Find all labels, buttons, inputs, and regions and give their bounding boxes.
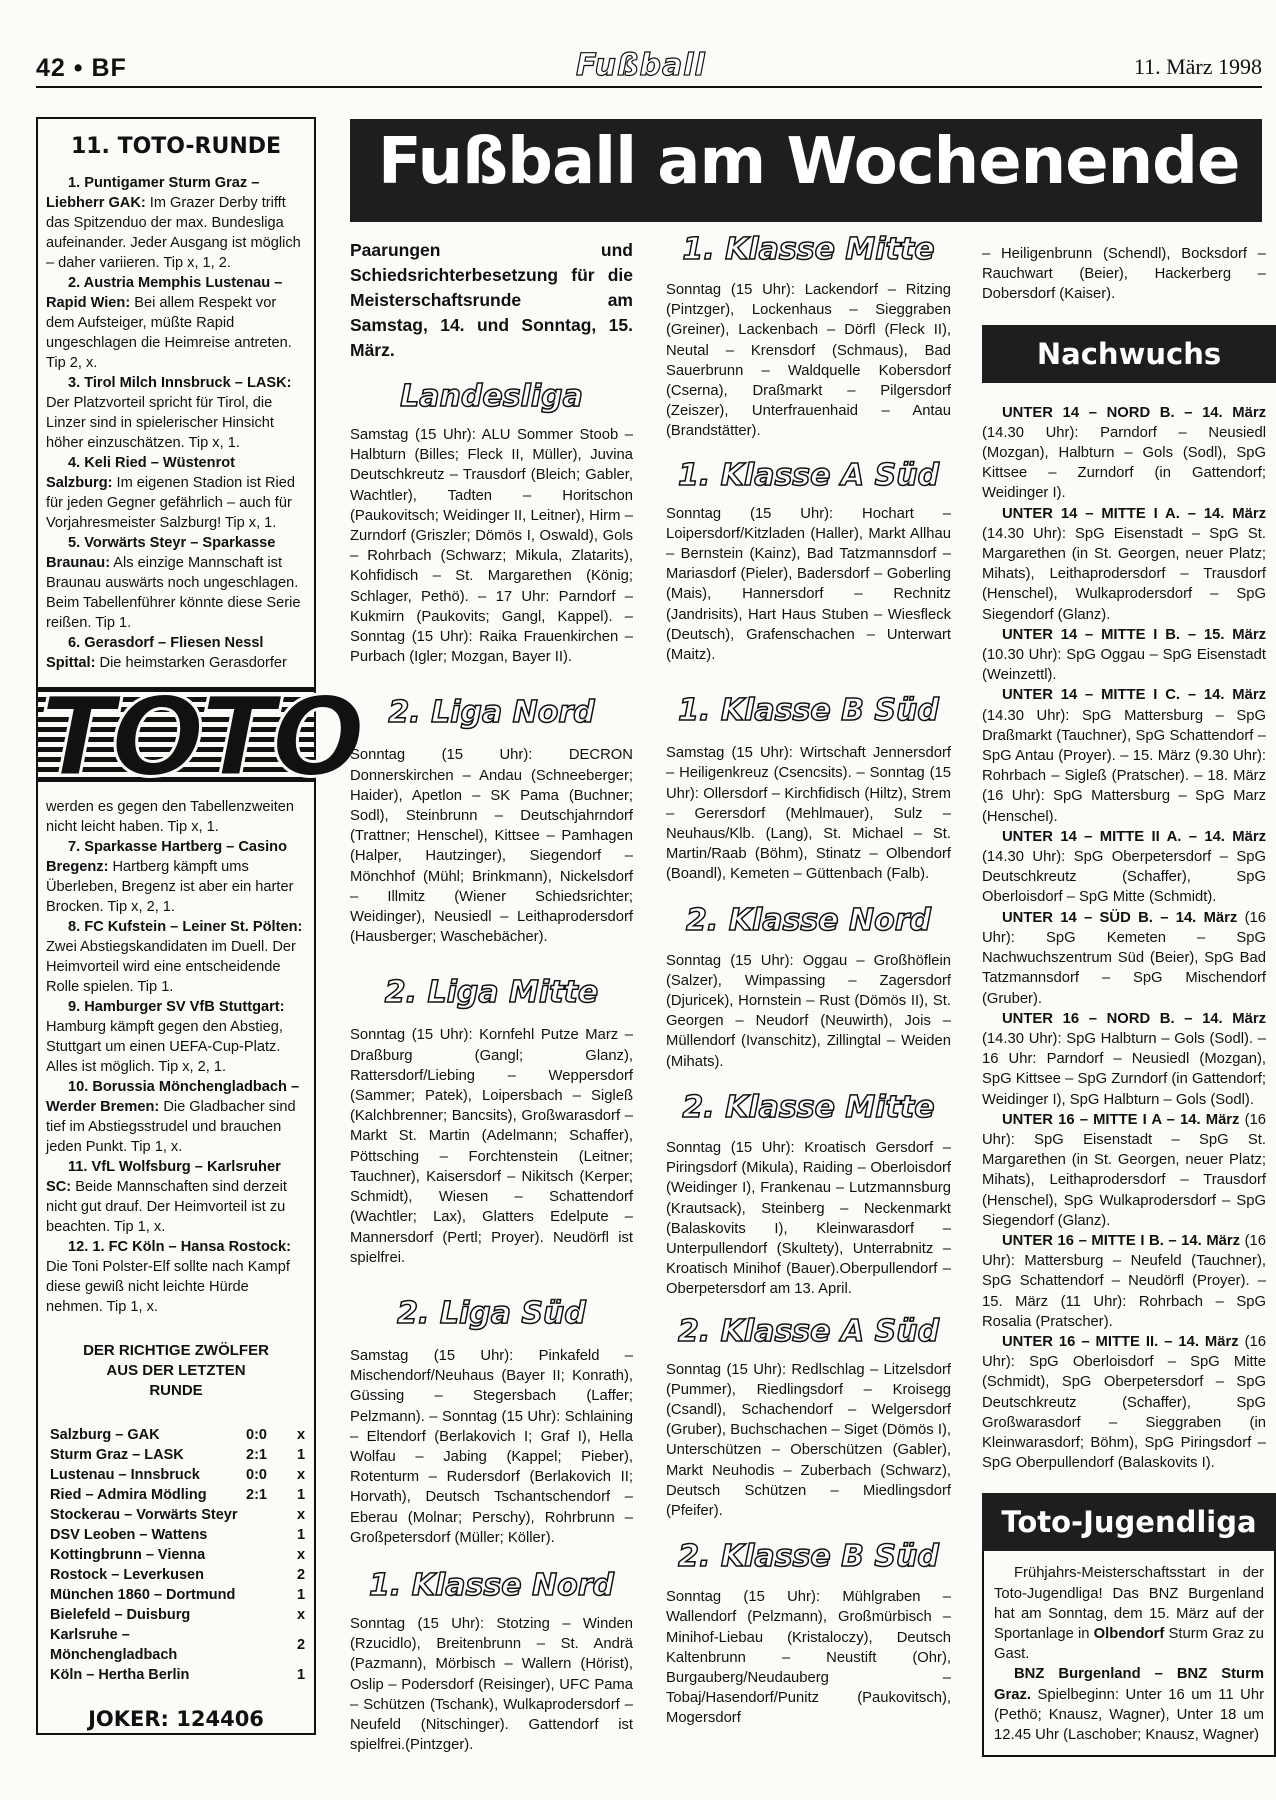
- toto-game: 9. Hamburger SV VfB Stuttgart: Hamburg kämpft gegen den Abstieg, Stuttgart um einen UEFA-Cup-Platz. Alles ist möglich. Tip x, 2, 1.: [46, 999, 285, 1075]
- result-score: [246, 1625, 292, 1665]
- toto-game: 3. Tirol Milch Innsbruck – LASK: Der Platzvorteil spricht für Tirol, die Linzer sind in spielerischer Hinsicht höher einzuschätzen. Tip x, 1.: [46, 375, 292, 451]
- nachwuchs-entry: UNTER 14 – SÜD B. – 14. März (16 Uhr): SpG Kemeten – SpG Nachwuchszentrum Süd (Beier), SpG Bad Tatzmannsdorf – SpG Mischendorf (Gruber).: [982, 909, 1266, 1007]
- result-match: Rostock – Leverkusen: [50, 1567, 204, 1583]
- result-row: [50, 1625, 310, 1665]
- league-text: Sonntag (15 Uhr): Stotzing – Winden (Rzucidlo), Breitenbrunn – St. Andrä (Pazmann), Mörbisch – Wallern (Hörist), Oslip – Podersdorf (Reisinger), UFC Pama – Schützen (Tschank), Wulkaprodersdorf – Neufeld (Nitschinger). Gattendorf ist spielfrei.(Pintzger).: [350, 1615, 633, 1754]
- toto-game: 10. Borussia Mönchengladbach – Werder Bremen: Die Gladbacher sind tief im Abstiegsstrudel und brauchen jeden Punkt. Tip 1, x.: [46, 1079, 300, 1155]
- league-heading: 1. Klasse B Süd: [678, 693, 939, 729]
- result-row: [50, 1605, 310, 1625]
- results-heading: DER RICHTIGE ZWÖLFER AUS DER LETZTEN RUNDE: [83, 1342, 269, 1399]
- result-tip: 1: [296, 1527, 306, 1543]
- league-heading: 2. Liga Mitte: [384, 975, 599, 1011]
- league-text: Sonntag (15 Uhr): DECRON Donnerskirchen – Andau (Schneeberger; Haider), Apetlon – SK Pama (Buchner; Sodl), Steinbrunn – Deutschjahrndorf (Trattner; Henschel), Kittsee – Pamhagen (Halper, Hautzinger), Siegendorf – Mönchhof (Mühl; Brinkmann), Nickelsdorf – Illmitz (Wiener Schiedsrichter; Weidinger), Neusiedl – Leithaprodersdorf (Hausberger; Waschebächer).: [350, 747, 633, 946]
- results-table: [50, 1425, 310, 1685]
- league-heading: 1. Klasse A Süd: [677, 457, 940, 493]
- result-row: [50, 1585, 310, 1605]
- toto-game: 5. Vorwärts Steyr – Sparkasse Braunau: Als einzige Mannschaft ist Braunau auswärts noch ungeschlagen. Beim Tabellenführer könnte diese Serie reißen. Tip 1.: [46, 535, 301, 631]
- toto-game: 2. Austria Memphis Lustenau – Rapid Wien: Bei allem Respekt vor dem Aufsteiger, müßte Rapid ungeschlagen die Heimreise antreten. Tip 2, x.: [46, 275, 292, 371]
- league-heading: 2. Klasse A Süd: [677, 1313, 940, 1349]
- result-match: Sturm Graz – LASK: [50, 1447, 184, 1463]
- result-match: Köln – Hertha Berlin: [50, 1667, 190, 1683]
- league-text: Sonntag (15 Uhr): Oggau – Großhöflein (Salzer), Wimpassing – Zagersdorf (Djuricek), Hornstein – Rust (Dömös II), St. Georgen – Neudorf (Neuwirth), Jois – Müllendorf (Ivanschitz), Zillingtal – Weiden (Mihats).: [666, 952, 951, 1070]
- result-score: [246, 1605, 292, 1625]
- nachwuchs-entry: UNTER 16 – MITTE II. – 14. März (16 Uhr): SpG Oberloisdorf – SpG Mitte (Schmidt), SpG Oberpetersdorf – SpG Deutschkreutz (Schaffer), SpG Großwarasdorf – Sieggraben (in Kleinwarasdorf; Böhm), SpG Piringsdorf – SpG Oberpullendorf (Balaskovits I).: [982, 1333, 1266, 1472]
- toto-jugendliga-box: [982, 1551, 1276, 1757]
- toto-game: 8. FC Kufstein – Leiner St. Pölten: Zwei Abstiegskandidaten im Duell. Der Heimvorteil wird eine entscheidende Rolle spielen. Tip 1.: [46, 919, 303, 995]
- league-text: Sonntag (15 Uhr): Redlschlag – Litzelsdorf (Pummer), Riedlingsdorf – Kroisegg (Csandl), Schachendorf – Welgersdorf (Gruber), Buchschachen – Siget (Dömös I), Unterschützen – Oberschützen (Gabler), Markt Neuhodis – Zuberbach (Schwarz), Deutsch Schützen – Miedlingsdorf (Pfeifer).: [666, 1361, 951, 1519]
- result-row: [50, 1525, 310, 1545]
- result-match: München 1860 – Dortmund: [50, 1587, 236, 1603]
- result-match: DSV Leoben – Wattens: [50, 1527, 208, 1543]
- league-text: Samstag (15 Uhr): Pinkafeld – Mischendorf/Neuhaus (Bayer II; Konrath), Güssing – Stegersbach (Laffer; Pelzmann). – Sonntag (15 Uhr): Schlaining – Eltendorf (Berlakovich I; Graf I), Hella Wolfau – Jabing (Kappel; Pieber), Rotenturm – Rudersdorf (Berlakovich II; Horvath), Deutsch Tschantschendorf – Eberau (Molnar; Perschy), Rohrbrunn – Großpetersdorf (Müller; Köller).: [350, 1347, 633, 1546]
- joker-number: JOKER: 124406: [88, 1707, 264, 1731]
- result-row: [50, 1505, 310, 1525]
- result-score: [246, 1525, 292, 1545]
- toto-game: 6. Gerasdorf – Fliesen Nessl Spittal: Die heimstarken Gerasdorfer: [46, 635, 287, 671]
- league-heading: 2. Liga Süd: [397, 1295, 586, 1331]
- result-score: 2:1: [246, 1487, 267, 1503]
- result-match: Lustenau – Innsbruck: [50, 1467, 200, 1483]
- result-tip: 1: [296, 1667, 306, 1683]
- result-score: 0:0: [246, 1467, 267, 1483]
- toto-logo: [38, 673, 362, 801]
- result-score: [246, 1565, 292, 1585]
- column-3: [982, 244, 1266, 1757]
- toto-game: 7. Sparkasse Hartberg – Casino Bregenz: Hartberg kämpft ums Überleben, Bregenz ist aber ein harter Brocken. Tip x, 2, 1.: [46, 839, 294, 915]
- result-tip: x: [296, 1427, 306, 1443]
- league-heading: 2. Klasse Mitte: [682, 1089, 935, 1125]
- toto-box: [36, 117, 362, 1735]
- result-match: Salzburg – GAK: [50, 1427, 160, 1443]
- league-text: Sonntag (15 Uhr): Lackendorf – Ritzing (Pintzger), Lockenhaus – Sieggraben (Greiner), Lackenbach – Dörfl (Fleck II), Neutal – Krensdorf (Schmaus), Bad Sauerbrunn – Waldquelle Kobersdorf (Cserna), Draßmarkt – Pilgersdorf (Zeiszer), Unterfrauenhaid – Antau (Brandstätter).: [666, 282, 951, 440]
- toto-game: 12. 1. FC Köln – Hansa Rostock: Die Toni Polster-Elf sollte nach Kampf diese gewiß nicht leichte Hürde nehmen. Tip 1, x.: [46, 1239, 292, 1315]
- toto-game: 11. VfL Wolfsburg – Karlsruher SC: Beide Mannschaften sind derzeit nicht gut drauf. Der Heimvorteil ist zu beachten. Tip 1, x.: [46, 1159, 287, 1235]
- result-match: Kottingbrunn – Vienna: [50, 1547, 206, 1563]
- result-row: [50, 1545, 310, 1565]
- league-heading: 1. Klasse Mitte: [682, 232, 935, 267]
- tj-paragraph: BNZ Burgenland – BNZ Sturm Graz. Spielbeginn: Unter 16 um 11 Uhr (Pethö; Knausz, Wagner), Unter 18 um 12.45 Uhr (Laschober; Knausz, Wagner): [994, 1666, 1264, 1743]
- result-tip: 1: [296, 1587, 306, 1603]
- toto-continuation: werden es gegen den Tabellenzweiten nicht leicht haben. Tip x, 1.: [46, 799, 295, 835]
- result-row: [50, 1565, 310, 1585]
- result-match: Ried – Admira Mödling: [50, 1487, 207, 1503]
- league-heading: 2. Klasse B Süd: [678, 1539, 939, 1575]
- result-row: [50, 1665, 310, 1685]
- intro-text: Paarungen und Schiedsrichterbesetzung für die Meisterschaftsrunde am Samstag, 14. und Sonntag, 15. März.: [350, 240, 633, 360]
- result-row: [50, 1485, 310, 1505]
- issue-date: 11. März 1998: [1133, 54, 1262, 79]
- nachwuchs-list: [982, 403, 1266, 1474]
- result-tip: 1: [296, 1447, 306, 1463]
- nachwuchs-entry: UNTER 16 – MITTE I A – 14. März (16 Uhr): SpG Eisenstadt – SpG St. Margarethen (in St. Georgen, neuer Platz; Mihats), Leithaprodersdorf – Trausdorf (Henschel), SpG Wulkaprodersdorf – SpG Siegendorf (Glanz).: [982, 1111, 1267, 1229]
- result-tip: x: [296, 1607, 306, 1623]
- toto-games-b: [38, 797, 314, 1317]
- result-tip: 1: [296, 1487, 306, 1503]
- nachwuchs-heading: Nachwuchs: [982, 325, 1276, 383]
- result-row: [50, 1465, 310, 1485]
- nachwuchs-entry: UNTER 14 – NORD B. – 14. März (14.30 Uhr): Parndorf – Neusiedl (Mozgan), Halbturn – Gols (Sodl), SpG Kittsee – Zurndorf (in Gattendorf; Weidinger I).: [982, 404, 1266, 502]
- result-score: [246, 1585, 292, 1605]
- result-match: Bielefeld – Duisburg: [50, 1607, 191, 1623]
- column-2: [666, 228, 951, 1729]
- nachwuchs-entry: UNTER 14 – MITTE I A. – 14. März (14.30 Uhr): SpG Eisenstadt – SpG St. Margarethen (in St. Georgen, neuer Platz; Mihats), Leithaprodersdorf – Trausdorf (Henschel), Wulkaprodersdorf – SpG Siegendorf (Glanz).: [982, 505, 1266, 623]
- toto-jugendliga-heading: Toto-Jugendliga: [982, 1493, 1276, 1551]
- league-text: Samstag (15 Uhr): ALU Sommer Stoob – Halbturn (Billes; Fleck II, Müller), Juvina Deutschkreutz – Trausdorf (Bleich; Gabler, Wachtler), Tadten – Horitschon (Paukovitsch; Weidinger II, Leitner), Hirm – Zurndorf (Griszler; Dömös I, Oswald), Gols – Rohrbach (Schwarz; Mikula, Zlatarits), Kohfidisch – St. Margarethen (König; Schlager, Pethö). – 17 Uhr: Parndorf – Kukmirn (Paukovits; Gangl, Kappel). – Sonntag (15 Uhr): Raika Frauenkirchen – Purbach (Igler; Mozgan, Bayer II).: [350, 427, 633, 666]
- nachwuchs-entry: UNTER 14 – MITTE I C. – 14. März (14.30 Uhr): SpG Mattersburg – SpG Draßmarkt (Tauchner), SpG Schattendorf – SpG Antau (Proyer). – 15. März (9.30 Uhr): Rohrbach – Sigleß (Pratscher). – 18. März (16 Uhr): SpG Mattersburg – SpG Marz (Henschel).: [982, 687, 1266, 825]
- result-row: [50, 1445, 310, 1465]
- result-score: 0:0: [246, 1427, 267, 1443]
- page-header: [36, 48, 1262, 88]
- league-heading: 2. Klasse Nord: [686, 902, 931, 938]
- result-tip: x: [296, 1547, 306, 1563]
- result-match: Stockerau – Vorwärts Steyr: [50, 1507, 238, 1523]
- result-row: [50, 1425, 310, 1445]
- nachwuchs-entry: UNTER 16 – NORD B. – 14. März (14.30 Uhr): SpG Halbturn – Gols (Sodl). – 16 Uhr: Parndorf – Neusiedl (Mozgan), SpG Kittsee – SpG Zurndorf (in Gattendorf; Weidinger I), SpG Halbturn – Gols (Sodl).: [982, 1010, 1266, 1108]
- tj-paragraph: Frühjahrs-Meisterschaftsstart in der Toto-Jugendliga! Das BNZ Burgenland hat am Sonntag, dem 15. März auf der Sportanlage in Olbendorf Sturm Graz zu Gast.: [994, 1565, 1264, 1663]
- nachwuchs-entry: UNTER 14 – MITTE II A. – 14. März (14.30 Uhr): SpG Oberpetersdorf – SpG Deutschkreutz (Schaffer), SpG Oberloisdorf – SpG Mitte (Schmidt).: [982, 828, 1266, 906]
- toto-games-a: [38, 173, 314, 673]
- league-text: Sonntag (15 Uhr): Kornfehl Putze Marz – Draßburg (Gangl; Glanz), Rattersdorf/Liebing – Weppersdorf (Sammer; Patek), Loipersbach – Sigleß (Kalchbrenner; Bancsits), Großwarasdorf – Markt St. Martin (Adelmann; Schaffer), Pöttsching – Forchtenstein (Leitner; Tauchner), Kaisersdorf – Nikitsch (Kerper; Schmidt), Wiesen – Schattendorf (Wachtler; Lax), Glatters Edelpute – Mannersdorf (Pertl; Proyer). Neudörfl ist spielfrei.: [350, 1027, 633, 1266]
- result-match: Karlsruhe – Mönchengladbach: [50, 1627, 178, 1663]
- result-tip: 2: [296, 1637, 306, 1653]
- result-score: 2:1: [246, 1447, 267, 1463]
- league-heading: 1. Klasse Nord: [369, 1567, 614, 1603]
- league-text: Sonntag (15 Uhr): Hochart – Loipersdorf/Kitzladen (Haller), Markt Allhau – Bernstein (Kainz), Bad Tatzmannsdorf – Mariasdorf (Pieler), Badersdorf – Goberling (Mais), Hannersdorf – Rechnitz (Jandrisits), Hart Haus Stuben – Wiesfleck (Deutsch), Grafenschachen – Unterwart (Maitz).: [666, 505, 951, 664]
- headline-banner: [350, 119, 1262, 222]
- toto-logo-text: TOTO: [40, 673, 362, 801]
- league-heading: Landesliga: [400, 379, 583, 414]
- league-heading: 2. Liga Nord: [388, 695, 595, 731]
- result-tip: x: [296, 1507, 306, 1523]
- section-title: Fußball: [576, 48, 706, 83]
- result-tip: x: [296, 1467, 306, 1483]
- result-tip: 2: [296, 1567, 306, 1583]
- nachwuchs-entry: UNTER 16 – MITTE I B. – 14. März (16 Uhr): Mattersburg – Neufeld (Tauchner), SpG Schattendorf – Neudörfl (Proyer). – 15. März (11 Uhr): Rohrbach – SpG Rosalia (Pratscher).: [982, 1232, 1266, 1330]
- result-score: [246, 1665, 292, 1685]
- continued-text: – Heiligenbrunn (Schendl), Bocksdorf – Rauchwart (Beier), Hackerberg – Dobersdorf (Kaiser).: [982, 246, 1266, 303]
- toto-game: 1. Puntigamer Sturm Graz – Liebherr GAK: Im Grazer Derby trifft das Spitzenduo der max. Bundesliga aufeinander. Jeder Ausgang ist möglich – daher variieren. Tip x, 1, 2.: [46, 175, 301, 271]
- toto-title: 11. TOTO-RUNDE: [70, 134, 282, 159]
- result-score: [246, 1505, 292, 1525]
- league-text: Samstag (15 Uhr): Wirtschaft Jennersdorf – Heiligenkreuz (Csencsits). – Sonntag (15 Uhr): Ollersdorf – Kirchfidisch (Hiltz), Strem – Gerersdorf (Mehlmauer), Sulz – Neuhaus/Klb. (Lang), St. Michael – St. Martin/Raab (Böhm), Stinatz – Olbendorf (Boandl), Kemeten – Güttenbach (Falb).: [666, 745, 951, 883]
- page-number: 42 • BF: [36, 54, 127, 82]
- result-score: [246, 1545, 292, 1565]
- league-text: Sonntag (15 Uhr): Mühlgraben – Wallendorf (Pelzmann), Großmürbisch – Minihof-Liebau (Kristaloczy), Deutsch Kaltenbrunn – Neustift (Ohr), Burgauberg/Neudauberg – Tobaj/Hasendorf/Punitz (Paukovitsch), Mogersdorf: [666, 1589, 951, 1727]
- league-text: Sonntag (15 Uhr): Kroatisch Gersdorf – Piringsdorf (Mikula), Raiding – Oberloisdorf (Weidinger I), Frankenau – Lutzmannsburg (Krautsack), Steinberg – Neckenmarkt (Balaskovits I), Kleinwarasdorf – Unterpullendorf (Skultety), Unterrabnitz – Kroatisch Minihof (Bauer).Oberpullendorf – Oberpetersdorf am 13. April.: [666, 1139, 951, 1298]
- headline: Fußball am Wochenende: [378, 125, 1240, 199]
- toto-game: 4. Keli Ried – Wüstenrot Salzburg: Im eigenen Stadion ist Ried für jeden Gegner gefährlich – auch für Vorjahresmeister Salzburg! Tip x, 1.: [46, 455, 296, 531]
- column-1: [350, 238, 633, 1755]
- nachwuchs-entry: UNTER 14 – MITTE I B. – 15. März (10.30 Uhr): SpG Oggau – SpG Eisenstadt (Weinzettl).: [982, 626, 1266, 684]
